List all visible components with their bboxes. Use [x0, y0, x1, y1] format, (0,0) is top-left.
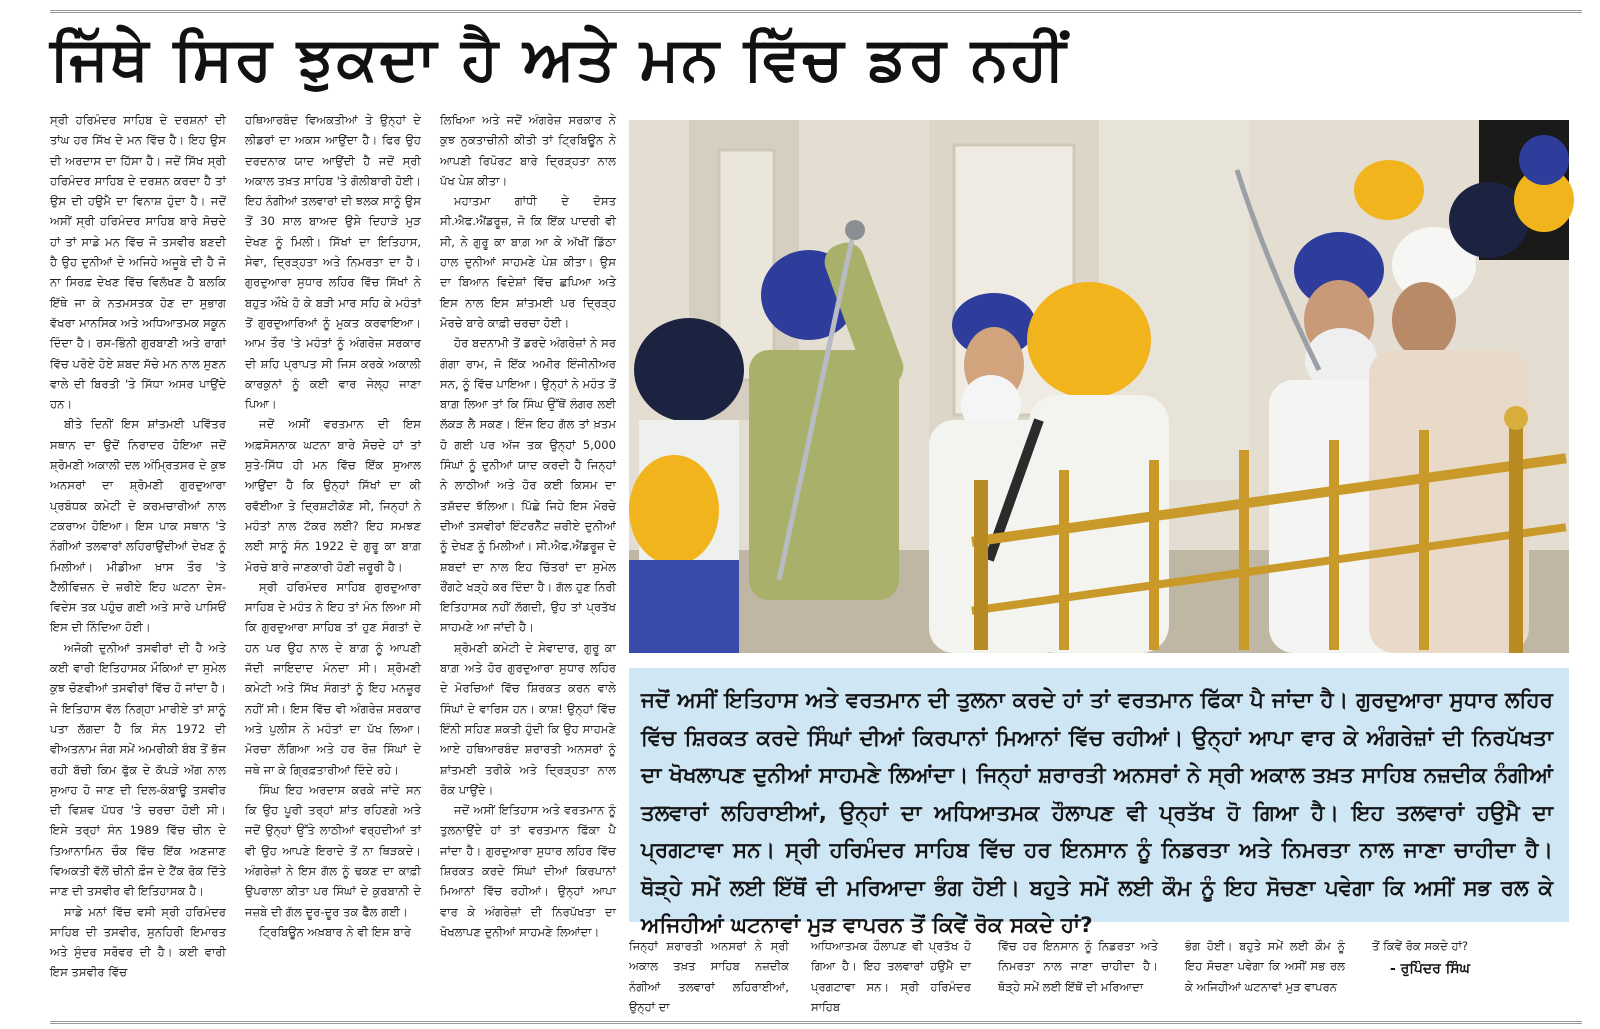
author-byline: - ਰੁਪਿੰਦਰ ਸਿੰਘ [1390, 961, 1470, 977]
paragraph: ਸ੍ਰੀ ਹਰਿਮੰਦਰ ਸਾਹਿਬ ਗੁਰਦੁਆਰਾ ਸਾਹਿਬ ਦੇ ਮਹੰਤ ਨੇ ਇਹ ਤਾਂ ਮੰਨ ਲਿਆ ਸੀ ਕਿ ਗੁਰਦੁਆਰਾ ਸਾਹਿਬ ਤਾਂ ਹੁਣ ਸੰਗਤਾਂ ਦੇ ਹਨ ਪਰ ਉਹ ਨਾਲ ਦੇ ਬਾਗ਼ ਨੂੰ ਆਪਣੀ ਜੱਦੀ ਜਾਇਦਾਦ ਮੰਨਦਾ ਸੀ। ਸ਼੍ਰੋਮਣੀ ਕਮੇਟੀ ਅਤੇ ਸਿੱਖ ਸੰਗਤਾਂ ਨੂੰ ਇਹ ਮਨਜ਼ੂਰ ਨਹੀਂ ਸੀ। ਇਸ ਵਿੱਚ ਵੀ ਅੰਗਰੇਜ਼ ਸਰਕਾਰ ਅਤੇ ਪੁਲੀਸ ਨੇ ਮਹੰਤਾਂ ਦਾ ਪੱਖ ਲਿਆ। ਮੋਰਚਾ ਲੱਗਿਆ ਅਤੇ ਹਰ ਰੋਜ਼ ਸਿੰਘਾਂ ਦੇ ਜਥੇ ਜਾ ਕੇ ਗ੍ਰਿਫ਼ਤਾਰੀਆਂ ਦਿੰਦੇ ਰਹੇ। [245, 579, 421, 777]
paragraph: ਤੋਂ ਕਿਵੇਂ ਰੋਕ ਸਕਦੇ ਹਾਂ? [1372, 939, 1469, 953]
article-column-2 [245, 110, 421, 990]
paragraph: ਜਿਨ੍ਹਾਂ ਸ਼ਰਾਰਤੀ ਅਨਸਰਾਂ ਨੇ ਸ੍ਰੀ ਅਕਾਲ ਤਖ਼ਤ ਸਾਹਿਬ ਨਜ਼ਦੀਕ ਨੰਗੀਆਂ ਤਲਵਾਰਾਂ ਲਹਿਰਾਈਆਂ, ਉਨ੍ਹਾਂ ਦਾ [629, 939, 789, 1014]
paragraph: ਜਦੋਂ ਅਸੀਂ ਇਤਿਹਾਸ ਅਤੇ ਵਰਤਮਾਨ ਨੂੰ ਤੁਲਨਾਉਂਦੇ ਹਾਂ ਤਾਂ ਵਰਤਮਾਨ ਫਿੱਕਾ ਪੈ ਜਾਂਦਾ ਹੈ। ਗੁਰਦੁਆਰਾ ਸੁਧਾਰ ਲਹਿਰ ਵਿੱਚ ਸ਼ਿਰਕਤ ਕਰਦੇ ਸਿੰਘਾਂ ਦੀਆਂ ਕਿਰਪਾਨਾਂ ਮਿਆਨਾਂ ਵਿੱਚ ਰਹੀਆਂ। ਉਨ੍ਹਾਂ ਆਪਾ ਵਾਰ ਕੇ ਅੰਗਰੇਜ਼ਾਂ ਦੀ ਨਿਰਪੱਖਤਾ ਦਾ ਖੋਖਲਾਪਣ ਦੁਨੀਆਂ ਸਾਹਮਣੇ ਲਿਆਂਦਾ। [440, 803, 616, 939]
article-column-3 [440, 110, 616, 990]
pull-quote [629, 668, 1569, 938]
paragraph: ਟ੍ਰਿਬਿਊਨ ਅਖ਼ਬਾਰ ਨੇ ਵੀ ਇਸ ਬਾਰੇ [259, 924, 411, 939]
news-photo [629, 120, 1569, 653]
bottom-column-1 [629, 936, 789, 1016]
paragraph: ਸਾਡੇ ਮਨਾਂ ਵਿੱਚ ਵਸੀ ਸ੍ਰੀ ਹਰਿਮੰਦਰ ਸਾਹਿਬ ਦੀ ਤਸਵੀਰ, ਸੁਨਹਿਰੀ ਇਮਾਰਤ ਅਤੇ ਸੁੰਦਰ ਸਰੋਵਰ ਦੀ ਹੈ। ਕਈ ਵਾਰੀ ਇਸ ਤਸਵੀਰ ਵਿੱਚ [50, 904, 226, 980]
paragraph: ਬੀਤੇ ਦਿਨੀਂ ਇਸ ਸ਼ਾਂਤਮਈ ਪਵਿੱਤਰ ਸਥਾਨ ਦਾ ਉਦੋਂ ਨਿਰਾਦਰ ਹੋਇਆ ਜਦੋਂ ਸ਼੍ਰੋਮਣੀ ਅਕਾਲੀ ਦਲ ਅੰਮ੍ਰਿਤਸਰ ਦੇ ਕੁਝ ਅਨਸਰਾਂ ਦਾ ਸ਼੍ਰੋਮਣੀ ਗੁਰਦੁਆਰਾ ਪ੍ਰਬੰਧਕ ਕਮੇਟੀ ਦੇ ਕਰਮਚਾਰੀਆਂ ਨਾਲ ਟਕਰਾਅ ਹੋਇਆ। ਇਸ ਪਾਕ ਸਥਾਨ 'ਤੇ ਨੰਗੀਆਂ ਤਲਵਾਰਾਂ ਲਹਿਰਾਉਂਦੀਆਂ ਦੇਖਣ ਨੂੰ ਮਿਲੀਆਂ। ਮੀਡੀਆ ਖ਼ਾਸ ਤੌਰ 'ਤੇ ਟੈਲੀਵਿਜ਼ਨ ਦੇ ਜ਼ਰੀਏ ਇਹ ਘਟਨਾ ਦੇਸ-ਵਿਦੇਸ ਤਕ ਪਹੁੰਚ ਗਈ ਅਤੇ ਸਾਰੇ ਪਾਸਿਓਂ ਇਸ ਦੀ ਨਿੰਦਿਆ ਹੋਈ। [50, 417, 226, 635]
paragraph: ਹਥਿਆਰਬੰਦ ਵਿਅਕਤੀਆਂ ਤੇ ਉਨ੍ਹਾਂ ਦੇ ਲੀਡਰਾਂ ਦਾ ਅਕਸ ਆਉਂਦਾ ਹੈ। ਫਿਰ ਉਹ ਦਰਦਨਾਕ ਯਾਦ ਆਉਂਦੀ ਹੈ ਜਦੋਂ ਸ੍ਰੀ ਅਕਾਲ ਤਖ਼ਤ ਸਾਹਿਬ 'ਤੇ ਗੋਲੀਬਾਰੀ ਹੋਈ। ਇਹ ਨੰਗੀਆਂ ਤਲਵਾਰਾਂ ਦੀ ਝਲਕ ਸਾਨੂੰ ਉਸ ਤੋਂ 30 ਸਾਲ ਬਾਅਦ ਉਸੇ ਦਿਹਾੜੇ ਮੁੜ ਦੇਖਣ ਨੂੰ ਮਿਲੀ। ਸਿੱਖਾਂ ਦਾ ਇਤਿਹਾਸ, ਸੇਵਾ, ਦ੍ਰਿੜ੍ਹਤਾ ਅਤੇ ਨਿਮਰਤਾ ਦਾ ਹੈ। ਗੁਰਦੁਆਰਾ ਸੁਧਾਰ ਲਹਿਰ ਵਿੱਚ ਸਿੱਖਾਂ ਨੇ ਬਹੁਤ ਔਖੇ ਹੋ ਕੇ ਬੜੀ ਮਾਰ ਸਹਿ ਕੇ ਮਹੰਤਾਂ ਤੋਂ ਗੁਰਦੁਆਰਿਆਂ ਨੂੰ ਮੁਕਤ ਕਰਵਾਇਆ। ਆਮ ਤੌਰ 'ਤੇ ਮਹੰਤਾਂ ਨੂੰ ਅੰਗਰੇਜ਼ ਸਰਕਾਰ ਦੀ ਸ਼ਹਿ ਪ੍ਰਾਪਤ ਸੀ ਜਿਸ ਕਰਕੇ ਅਕਾਲੀ ਕਾਰਕੁਨਾਂ ਨੂੰ ਕਈ ਵਾਰ ਜੇਲ੍ਹ ਜਾਣਾ ਪਿਆ। [245, 113, 421, 412]
article-column-1 [50, 110, 226, 990]
headline: ਜਿੱਥੇ ਸਿਰ ਝੁਕਦਾ ਹੈ ਅਤੇ ਮਨ ਵਿੱਚ ਡਰ ਨਹੀਂ [50, 24, 1068, 94]
paragraph: ਲਿਖਿਆ ਅਤੇ ਜਦੋਂ ਅੰਗਰੇਜ਼ ਸਰਕਾਰ ਨੇ ਕੁਝ ਨੁਕਤਾਚੀਨੀ ਕੀਤੀ ਤਾਂ ਟ੍ਰਿਬਿਊਨ ਨੇ ਆਪਣੀ ਰਿਪੋਰਟ ਬਾਰੇ ਦ੍ਰਿੜ੍ਹਤਾ ਨਾਲ ਪੱਖ ਪੇਸ਼ ਕੀਤਾ। [440, 113, 616, 188]
top-rule [50, 10, 1582, 13]
paragraph: ਭੰਗ ਹੋਈ। ਬਹੁਤੇ ਸਮੇਂ ਲਈ ਕੌਮ ਨੂੰ ਇਹ ਸੋਚਣਾ ਪਵੇਗਾ ਕਿ ਅਸੀਂ ਸਭ ਰਲ ਕੇ ਅਜਿਹੀਆਂ ਘਟਨਾਵਾਂ ਮੁੜ ਵਾਪਰਨ [1185, 939, 1345, 994]
paragraph: ਅਜੋਕੀ ਦੁਨੀਆਂ ਤਸਵੀਰਾਂ ਦੀ ਹੈ ਅਤੇ ਕਈ ਵਾਰੀ ਇਤਿਹਾਸਕ ਮੌਕਿਆਂ ਦਾ ਸੁਮੇਲ ਕੁਝ ਚੋਣਵੀਆਂ ਤਸਵੀਰਾਂ ਵਿੱਚ ਹੋ ਜਾਂਦਾ ਹੈ। ਜੇ ਇਤਿਹਾਸ ਵੱਲ ਨਿਗ੍ਹਾ ਮਾਰੀਏ ਤਾਂ ਸਾਨੂੰ ਪਤਾ ਲੱਗਦਾ ਹੈ ਕਿ ਸੰਨ 1972 ਦੀ ਵੀਅਤਨਾਮ ਜੰਗ ਸਮੇਂ ਅਮਰੀਕੀ ਬੰਬ ਤੋਂ ਭੱਜ ਰਹੀ ਬੱਚੀ ਕਿਮ ਫੁੱਕ ਦੇ ਕੱਪੜੇ ਅੱਗ ਨਾਲ ਸੁਆਹ ਹੋ ਜਾਣ ਦੀ ਦਿਲ-ਕੰਬਾਊ ਤਸਵੀਰ ਦੀ ਵਿਸ਼ਵ ਪੱਧਰ 'ਤੇ ਚਰਚਾ ਹੋਈ ਸੀ। ਇਸੇ ਤਰ੍ਹਾਂ ਸੰਨ 1989 ਵਿੱਚ ਚੀਨ ਦੇ ਤਿਆਨਾਮਿਨ ਚੌਕ ਵਿੱਚ ਇੱਕ ਅਣਜਾਣ ਵਿਅਕਤੀ ਵੱਲੋਂ ਚੀਨੀ ਫ਼ੌਜ ਦੇ ਟੈਂਕ ਰੋਕ ਦਿੱਤੇ ਜਾਣ ਦੀ ਤਸਵੀਰ ਵੀ ਇਤਿਹਾਸਕ ਹੈ। [50, 640, 226, 899]
paragraph: ਵਿੱਚ ਹਰ ਇਨਸਾਨ ਨੂੰ ਨਿਡਰਤਾ ਅਤੇ ਨਿਮਰਤਾ ਨਾਲ ਜਾਣਾ ਚਾਹੀਦਾ ਹੈ। ਥੋੜ੍ਹੇ ਸਮੇਂ ਲਈ ਇੱਥੋਂ ਦੀ ਮਰਿਆਦਾ [998, 939, 1158, 994]
paragraph: ਸਿੰਘ ਇਹ ਅਰਦਾਸ ਕਰਕੇ ਜਾਂਦੇ ਸਨ ਕਿ ਉਹ ਪੂਰੀ ਤਰ੍ਹਾਂ ਸ਼ਾਂਤ ਰਹਿਣਗੇ ਅਤੇ ਜਦੋਂ ਉਨ੍ਹਾਂ ਉੱਤੇ ਲਾਠੀਆਂ ਵਰ੍ਹਦੀਆਂ ਤਾਂ ਵੀ ਉਹ ਆਪਣੇ ਇਰਾਦੇ ਤੋਂ ਨਾ ਥਿੜਕਦੇ। ਅੰਗਰੇਜ਼ਾਂ ਨੇ ਇਸ ਗੱਲ ਨੂੰ ਢਕਣ ਦਾ ਕਾਫ਼ੀ ਉਪਰਾਲਾ ਕੀਤਾ ਪਰ ਸਿੰਘਾਂ ਦੇ ਕੁਰਬਾਨੀ ਦੇ ਜਜ਼ਬੇ ਦੀ ਗੱਲ ਦੂਰ-ਦੂਰ ਤਕ ਫੈਲ ਗਈ। [245, 782, 421, 919]
paragraph: ਸ਼੍ਰੋਮਣੀ ਕਮੇਟੀ ਦੇ ਸੇਵਾਦਾਰ, ਗੁਰੂ ਕਾ ਬਾਗ਼ ਅਤੇ ਹੋਰ ਗੁਰਦੁਆਰਾ ਸੁਧਾਰ ਲਹਿਰ ਦੇ ਮੋਰਚਿਆਂ ਵਿੱਚ ਸ਼ਿਰਕਤ ਕਰਨ ਵਾਲੇ ਸਿੰਘਾਂ ਦੇ ਵਾਰਿਸ ਹਨ। ਕਾਸ਼! ਉਨ੍ਹਾਂ ਵਿੱਚ ਇੰਨੀ ਸਹਿਣ ਸ਼ਕਤੀ ਹੁੰਦੀ ਕਿ ਉਹ ਸਾਹਮਣੇ ਆਏ ਹਥਿਆਰਬੰਦ ਸ਼ਰਾਰਤੀ ਅਨਸਰਾਂ ਨੂੰ ਸ਼ਾਂਤਮਈ ਤਰੀਕੇ ਅਤੇ ਦ੍ਰਿੜ੍ਹਤਾ ਨਾਲ ਰੋਕ ਪਾਉਂਦੇ। [440, 640, 616, 797]
paragraph: ਮਹਾਤਮਾ ਗਾਂਧੀ ਦੇ ਦੋਸਤ ਸੀ.ਐਫ.ਐਂਡਰੂਜ਼, ਜੋ ਕਿ ਇੱਕ ਪਾਦਰੀ ਵੀ ਸੀ, ਨੇ ਗੁਰੂ ਕਾ ਬਾਗ਼ ਆ ਕੇ ਅੱਖੀਂ ਡਿੱਠਾ ਹਾਲ ਦੁਨੀਆਂ ਸਾਹਮਣੇ ਪੇਸ਼ ਕੀਤਾ। ਉਸ ਦਾ ਬਿਆਨ ਵਿਦੇਸ਼ਾਂ ਵਿੱਚ ਛਪਿਆ ਅਤੇ ਇਸ ਨਾਲ ਇਸ ਸ਼ਾਂਤਮਈ ਪਰ ਦ੍ਰਿੜ੍ਹ ਮੋਰਚੇ ਬਾਰੇ ਕਾਫ਼ੀ ਚਰਚਾ ਹੋਈ। [440, 194, 616, 330]
bottom-column-4 [1185, 936, 1345, 1016]
paragraph: ਸ੍ਰੀ ਹਰਿਮੰਦਰ ਸਾਹਿਬ ਦੇ ਦਰਸ਼ਨਾਂ ਦੀ ਤਾਂਘ ਹਰ ਸਿੱਖ ਦੇ ਮਨ ਵਿੱਚ ਹੈ। ਇਹ ਉਸ ਦੀ ਅਰਦਾਸ ਦਾ ਹਿੱਸਾ ਹੈ। ਜਦੋਂ ਸਿੱਖ ਸ੍ਰੀ ਹਰਿਮੰਦਰ ਸਾਹਿਬ ਦੇ ਦਰਸ਼ਨ ਕਰਦਾ ਹੈ ਤਾਂ ਉਸ ਦੀ ਹਉਮੈ ਦਾ ਵਿਨਾਸ਼ ਹੁੰਦਾ ਹੈ। ਜਦੋਂ ਅਸੀਂ ਸ੍ਰੀ ਹਰਿਮੰਦਰ ਸਾਹਿਬ ਬਾਰੇ ਸੋਚਦੇ ਹਾਂ ਤਾਂ ਸਾਡੇ ਮਨ ਵਿੱਚ ਜੋ ਤਸਵੀਰ ਬਣਦੀ ਹੈ ਉਹ ਦੁਨੀਆਂ ਦੇ ਅਜਿਹੇ ਅਜੂਬੇ ਦੀ ਹੈ ਜੋ ਨਾ ਸਿਰਫ਼ ਦੇਖਣ ਵਿੱਚ ਵਿਲੱਖਣ ਹੈ ਬਲਕਿ ਇੱਥੇ ਜਾ ਕੇ ਨਤਮਸਤਕ ਹੋਣ ਦਾ ਸੁਭਾਗ ਵੱਖਰਾ ਮਾਨਸਿਕ ਅਤੇ ਅਧਿਆਤਮਕ ਸਕੂਨ ਦਿੰਦਾ ਹੈ। ਰਸ-ਭਿੰਨੀ ਗੁਰਬਾਣੀ ਅਤੇ ਰਾਗਾਂ ਵਿੱਚ ਪਰੋਏ ਹੋਏ ਸ਼ਬਦ ਸੱਚੇ ਮਨ ਨਾਲ ਸੁਣਨ ਵਾਲੇ ਦੀ ਬਿਰਤੀ 'ਤੇ ਸਿੱਧਾ ਅਸਰ ਪਾਉਂਦੇ ਹਨ। [50, 113, 226, 412]
paragraph: ਜਦੋਂ ਅਸੀਂ ਵਰਤਮਾਨ ਦੀ ਇਸ ਅਫ਼ਸੋਸਨਾਕ ਘਟਨਾ ਬਾਰੇ ਸੋਚਦੇ ਹਾਂ ਤਾਂ ਸੁਤੇ-ਸਿੱਧ ਹੀ ਮਨ ਵਿੱਚ ਇੱਕ ਸੁਆਲ ਆਉਂਦਾ ਹੈ ਕਿ ਉਨ੍ਹਾਂ ਸਿੱਖਾਂ ਦਾ ਕੀ ਰਵੱਈਆ ਤੇ ਦ੍ਰਿਸ਼ਟੀਕੋਣ ਸੀ, ਜਿਨ੍ਹਾਂ ਨੇ ਮਹੰਤਾਂ ਨਾਲ ਟੱਕਰ ਲਈ? ਇਹ ਸਮਝਣ ਲਈ ਸਾਨੂੰ ਸੰਨ 1922 ਦੇ ਗੁਰੂ ਕਾ ਬਾਗ਼ ਮੋਰਚੇ ਬਾਰੇ ਜਾਣਕਾਰੀ ਹੋਣੀ ਜ਼ਰੂਰੀ ਹੈ। [245, 417, 421, 574]
bottom-rule [50, 1021, 1582, 1024]
paragraph: ਹੋਰ ਬਦਨਾਮੀ ਤੋਂ ਡਰਦੇ ਅੰਗਰੇਜ਼ਾਂ ਨੇ ਸਰ ਗੰਗਾ ਰਾਮ, ਜੋ ਇੱਕ ਅਮੀਰ ਇੰਜੀਨੀਅਰ ਸਨ, ਨੂੰ ਵਿੱਚ ਪਾਇਆ। ਉਨ੍ਹਾਂ ਨੇ ਮਹੰਤ ਤੋਂ ਬਾਗ਼ ਲਿਆ ਤਾਂ ਕਿ ਸਿੰਘ ਉੱਥੋਂ ਲੰਗਰ ਲਈ ਲੱਕੜ ਲੈ ਸਕਣ। ਇੰਜ ਇਹ ਗੱਲ ਤਾਂ ਖ਼ਤਮ ਹੋ ਗਈ ਪਰ ਅੱਜ ਤਕ ਉਨ੍ਹਾਂ 5,000 ਸਿੰਘਾਂ ਨੂੰ ਦੁਨੀਆਂ ਯਾਦ ਕਰਦੀ ਹੈ ਜਿਨ੍ਹਾਂ ਨੇ ਲਾਠੀਆਂ ਅਤੇ ਹੋਰ ਕਈ ਕਿਸਮ ਦਾ ਤਸ਼ੱਦਦ ਝੱਲਿਆ। ਪਿੱਛੇ ਜਿਹੇ ਇਸ ਮੋਰਚੇ ਦੀਆਂ ਤਸਵੀਰਾਂ ਇੰਟਰਨੈੱਟ ਜ਼ਰੀਏ ਦੁਨੀਆਂ ਨੂੰ ਦੇਖਣ ਨੂੰ ਮਿਲੀਆਂ। ਸੀ.ਐਫ.ਐਂਡਰੂਜ਼ ਦੇ ਸ਼ਬਦਾਂ ਦਾ ਨਾਲ ਇਹ ਚਿੱਤਰਾਂ ਦਾ ਸੁਮੇਲ ਰੌਂਗਟੇ ਖੜ੍ਹੇ ਕਰ ਦਿੰਦਾ ਹੈ। ਗੱਲ ਹੁਣ ਨਿਰੀ ਇਤਿਹਾਸਕ ਨਹੀਂ ਲੱਗਦੀ, ਉਹ ਤਾਂ ਪ੍ਰਤੱਖ ਸਾਹਮਣੇ ਆ ਜਾਂਦੀ ਹੈ। [440, 336, 616, 635]
bottom-column-2 [811, 936, 971, 1016]
pull-quote-text: ਜਦੋਂ ਅਸੀਂ ਇਤਿਹਾਸ ਅਤੇ ਵਰਤਮਾਨ ਦੀ ਤੁਲਨਾ ਕਰਦੇ ਹਾਂ ਤਾਂ ਵਰਤਮਾਨ ਫਿੱਕਾ ਪੈ ਜਾਂਦਾ ਹੈ। ਗੁਰਦੁਆਰਾ ਸੁਧਾਰ ਲਹਿਰ ਵਿੱਚ ਸ਼ਿਰਕਤ ਕਰਦੇ ਸਿੰਘਾਂ ਦੀਆਂ ਕਿਰਪਾਨਾਂ ਮਿਆਨਾਂ ਵਿੱਚ ਰਹੀਆਂ। ਉਨ੍ਹਾਂ ਆਪਾ ਵਾਰ ਕੇ ਅੰਗਰੇਜ਼ਾਂ ਦੀ ਨਿਰਪੱਖਤਾ ਦਾ ਖੋਖਲਾਪਣ ਦੁਨੀਆਂ ਸਾਹਮਣੇ ਲਿਆਂਦਾ। ਜਿਨ੍ਹਾਂ ਸ਼ਰਾਰਤੀ ਅਨਸਰਾਂ ਨੇ ਸ੍ਰੀ ਅਕਾਲ ਤਖ਼ਤ ਸਾਹਿਬ ਨਜ਼ਦੀਕ ਨੰਗੀਆਂ ਤਲਵਾਰਾਂ ਲਹਿਰਾਈਆਂ, ਉਨ੍ਹਾਂ ਦਾ ਅਧਿਆਤਮਕ ਹੌਲਾਪਣ ਵੀ ਪ੍ਰਤੱਖ ਹੋ ਗਿਆ ਹੈ। ਇਹ ਤਲਵਾਰਾਂ ਹਉਮੈ ਦਾ ਪ੍ਰਗਟਾਵਾ ਸਨ। ਸ੍ਰੀ ਹਰਿਮੰਦਰ ਸਾਹਿਬ ਵਿੱਚ ਹਰ ਇਨਸਾਨ ਨੂੰ ਨਿਡਰਤਾ ਅਤੇ ਨਿਮਰਤਾ ਨਾਲ ਜਾਣਾ ਚਾਹੀਦਾ ਹੈ। ਥੋੜ੍ਹੇ ਸਮੇਂ ਲਈ ਇੱਥੋਂ ਦੀ ਮਰਿਆਦਾ ਭੰਗ ਹੋਈ। ਬਹੁਤੇ ਸਮੇਂ ਲਈ ਕੌਮ ਨੂੰ ਇਹ ਸੋਚਣਾ ਪਵੇਗਾ ਕਿ ਅਸੀਂ ਸਭ ਰਲ ਕੇ ਅਜਿਹੀਆਂ ਘਟਨਾਵਾਂ ਮੁੜ ਵਾਪਰਨ ਤੋਂ ਕਿਵੇਂ ਰੋਕ ਸਕਦੇ ਹਾਂ? [641, 688, 1553, 938]
bottom-column-5 [1372, 936, 1542, 958]
bottom-column-3 [998, 936, 1158, 1016]
paragraph: ਅਧਿਆਤਮਕ ਹੌਲਾਪਣ ਵੀ ਪ੍ਰਤੱਖ ਹੋ ਗਿਆ ਹੈ। ਇਹ ਤਲਵਾਰਾਂ ਹਉਮੈ ਦਾ ਪ੍ਰਗਟਾਵਾ ਸਨ। ਸ੍ਰੀ ਹਰਿਮੰਦਰ ਸਾਹਿਬ [811, 939, 971, 1014]
